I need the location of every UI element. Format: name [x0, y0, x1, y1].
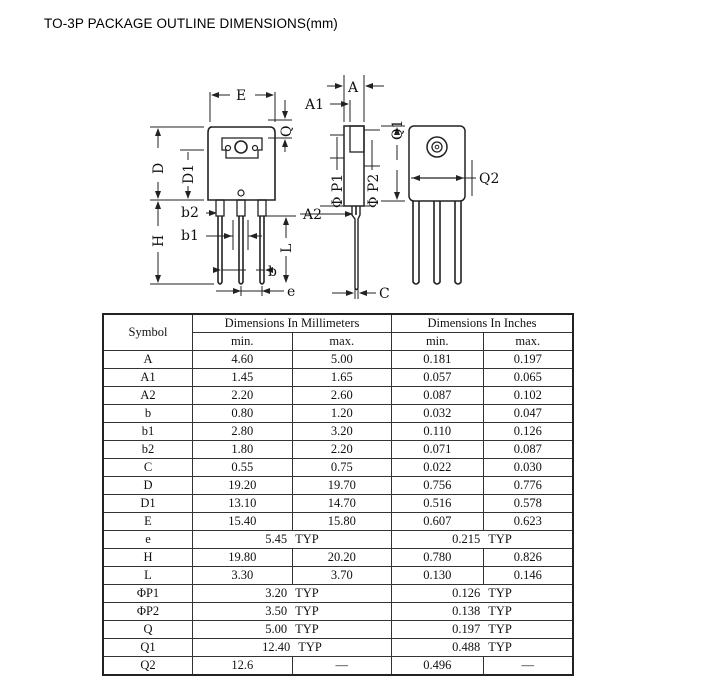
- row-mm-max: 2.60: [292, 387, 392, 405]
- dim-label-A1: A1: [305, 97, 325, 113]
- dimensions-table: [102, 313, 574, 676]
- row-symbol: A1: [103, 369, 193, 387]
- row-typ-label: TYP: [488, 640, 512, 654]
- table-row: [103, 639, 573, 657]
- row-in-value: 0.215: [452, 532, 481, 546]
- row-in-max: 0.030: [483, 459, 573, 477]
- in-header: Dimensions In Inches: [392, 314, 574, 333]
- row-in-typ: [392, 603, 574, 621]
- row-in-min: 0.181: [392, 351, 484, 369]
- row-in-min: 0.032: [392, 405, 484, 423]
- table-row: [103, 567, 573, 585]
- row-mm-min: 19.20: [193, 477, 293, 495]
- row-symbol: D: [103, 477, 193, 495]
- row-typ-label: TYP: [295, 622, 319, 636]
- row-mm-typ: [193, 531, 392, 549]
- row-symbol: H: [103, 549, 193, 567]
- row-mm-max: —: [292, 657, 392, 676]
- row-typ-label: TYP: [488, 532, 512, 546]
- row-symbol: e: [103, 531, 193, 549]
- row-in-min: 0.110: [392, 423, 484, 441]
- back-lead-center: [434, 201, 440, 284]
- row-symbol: A2: [103, 387, 193, 405]
- dim-label-b: b: [268, 264, 277, 280]
- side-lead: [352, 206, 360, 290]
- row-in-max: 0.623: [483, 513, 573, 531]
- mounting-hole: [235, 141, 247, 153]
- table-row: [103, 369, 573, 387]
- dim-label-E: E: [236, 88, 247, 104]
- row-in-min: 0.516: [392, 495, 484, 513]
- row-mm-max: 19.70: [292, 477, 392, 495]
- row-mm-typ: [193, 585, 392, 603]
- row-mm-max: 1.65: [292, 369, 392, 387]
- in-max-header: max.: [483, 333, 573, 351]
- row-mm-min: 15.40: [193, 513, 293, 531]
- table-row: [103, 657, 573, 676]
- row-in-min: 0.756: [392, 477, 484, 495]
- row-mm-max: 2.20: [292, 441, 392, 459]
- row-typ-label: TYP: [488, 622, 512, 636]
- row-in-max: 0.126: [483, 423, 573, 441]
- row-mm-typ: [193, 621, 392, 639]
- row-in-max: 0.146: [483, 567, 573, 585]
- row-in-typ: [392, 585, 574, 603]
- side-body: [344, 126, 364, 206]
- row-mm-value: 3.50: [265, 604, 288, 618]
- row-in-min: 0.087: [392, 387, 484, 405]
- dim-label-P2: Φ P2: [366, 173, 382, 208]
- dim-label-P1: Φ P1: [330, 173, 346, 208]
- row-in-min: 0.022: [392, 459, 484, 477]
- row-in-max: 0.047: [483, 405, 573, 423]
- row-in-max: 0.087: [483, 441, 573, 459]
- row-symbol: E: [103, 513, 193, 531]
- table-row: [103, 495, 573, 513]
- row-in-max: —: [483, 657, 573, 676]
- dim-label-A: A: [348, 80, 359, 96]
- row-symbol: b1: [103, 423, 193, 441]
- page-title: TO-3P PACKAGE OUTLINE DIMENSIONS(mm): [44, 16, 338, 31]
- row-mm-min: 2.20: [193, 387, 293, 405]
- row-mm-max: 1.20: [292, 405, 392, 423]
- table-row: [103, 387, 573, 405]
- table-row: [103, 405, 573, 423]
- dim-label-e: e: [287, 284, 296, 300]
- row-typ-label: TYP: [295, 586, 319, 600]
- row-typ-label: TYP: [295, 604, 319, 618]
- row-mm-max: 14.70: [292, 495, 392, 513]
- row-mm-min: 4.60: [193, 351, 293, 369]
- table-row: [103, 441, 573, 459]
- row-typ-label: TYP: [488, 586, 512, 600]
- row-mm-min: 0.80: [193, 405, 293, 423]
- row-symbol: b: [103, 405, 193, 423]
- front-lead-right: [260, 216, 264, 284]
- dim-label-b1: b1: [181, 228, 199, 244]
- row-mm-value: 5.00: [265, 622, 288, 636]
- dim-label-Q2: Q2: [479, 171, 500, 187]
- mm-header: Dimensions In Millimeters: [193, 314, 392, 333]
- row-in-min: 0.780: [392, 549, 484, 567]
- dim-label-C: C: [379, 286, 390, 302]
- row-mm-typ: [193, 603, 392, 621]
- row-mm-min: 13.10: [193, 495, 293, 513]
- row-in-value: 0.197: [452, 622, 481, 636]
- row-in-max: 0.102: [483, 387, 573, 405]
- table-row: [103, 531, 573, 549]
- table-row: [103, 423, 573, 441]
- row-mm-max: 20.20: [292, 549, 392, 567]
- row-mm-value: 12.40: [262, 640, 291, 654]
- row-typ-label: TYP: [298, 640, 322, 654]
- row-symbol: ΦP2: [103, 603, 193, 621]
- row-mm-max: 5.00: [292, 351, 392, 369]
- row-mm-value: 3.20: [265, 586, 288, 600]
- row-in-max: 0.578: [483, 495, 573, 513]
- row-mm-min: 12.6: [193, 657, 293, 676]
- row-in-max: 0.065: [483, 369, 573, 387]
- package-outline-drawing: [0, 0, 716, 310]
- table-row: [103, 585, 573, 603]
- row-mm-max: 3.20: [292, 423, 392, 441]
- row-symbol: L: [103, 567, 193, 585]
- row-symbol: Q2: [103, 657, 193, 676]
- row-symbol: D1: [103, 495, 193, 513]
- row-in-min: 0.130: [392, 567, 484, 585]
- row-in-value: 0.126: [452, 586, 481, 600]
- row-in-min: 0.607: [392, 513, 484, 531]
- row-mm-max: 0.75: [292, 459, 392, 477]
- row-in-min: 0.071: [392, 441, 484, 459]
- table-header-row: [103, 314, 573, 333]
- row-in-min: 0.057: [392, 369, 484, 387]
- row-symbol: ΦP1: [103, 585, 193, 603]
- symbol-header: Symbol: [103, 314, 193, 351]
- table-row: [103, 351, 573, 369]
- table-row: [103, 603, 573, 621]
- front-lead-left: [218, 216, 222, 284]
- row-mm-max: 15.80: [292, 513, 392, 531]
- mm-min-header: min.: [193, 333, 293, 351]
- row-symbol: C: [103, 459, 193, 477]
- row-mm-min: 0.55: [193, 459, 293, 477]
- row-typ-label: TYP: [488, 604, 512, 618]
- dim-label-D: D: [151, 162, 167, 174]
- row-in-max: 0.197: [483, 351, 573, 369]
- front-lead-center: [239, 216, 243, 284]
- row-in-typ: [392, 531, 574, 549]
- row-mm-min: 3.30: [193, 567, 293, 585]
- dim-label-Q: Q: [279, 125, 295, 137]
- dim-label-D1: D1: [181, 163, 197, 184]
- row-in-value: 0.138: [452, 604, 481, 618]
- dim-label-Q1: Q1: [390, 119, 406, 140]
- table-row: [103, 513, 573, 531]
- row-in-min: 0.496: [392, 657, 484, 676]
- row-mm-min: 1.80: [193, 441, 293, 459]
- table-row: [103, 459, 573, 477]
- row-mm-max: 3.70: [292, 567, 392, 585]
- row-mm-min: 19.80: [193, 549, 293, 567]
- table-row: [103, 621, 573, 639]
- dim-label-b2: b2: [181, 205, 199, 221]
- back-lead-right: [455, 201, 461, 284]
- row-symbol: Q: [103, 621, 193, 639]
- dim-label-A2: A2: [303, 207, 323, 223]
- row-mm-typ: [193, 639, 392, 657]
- row-mm-min: 2.80: [193, 423, 293, 441]
- table-row: [103, 477, 573, 495]
- row-in-value: 0.488: [452, 640, 481, 654]
- back-lead-left: [413, 201, 419, 284]
- row-in-typ: [392, 639, 574, 657]
- row-in-max: 0.826: [483, 549, 573, 567]
- row-symbol: A: [103, 351, 193, 369]
- row-in-typ: [392, 621, 574, 639]
- dim-label-L: L: [279, 243, 295, 253]
- in-min-header: min.: [392, 333, 484, 351]
- row-symbol: Q1: [103, 639, 193, 657]
- row-symbol: b2: [103, 441, 193, 459]
- row-typ-label: TYP: [295, 532, 319, 546]
- row-in-max: 0.776: [483, 477, 573, 495]
- row-mm-value: 5.45: [265, 532, 288, 546]
- dim-label-H: H: [151, 234, 167, 247]
- table-row: [103, 549, 573, 567]
- mm-max-header: max.: [292, 333, 392, 351]
- row-mm-min: 1.45: [193, 369, 293, 387]
